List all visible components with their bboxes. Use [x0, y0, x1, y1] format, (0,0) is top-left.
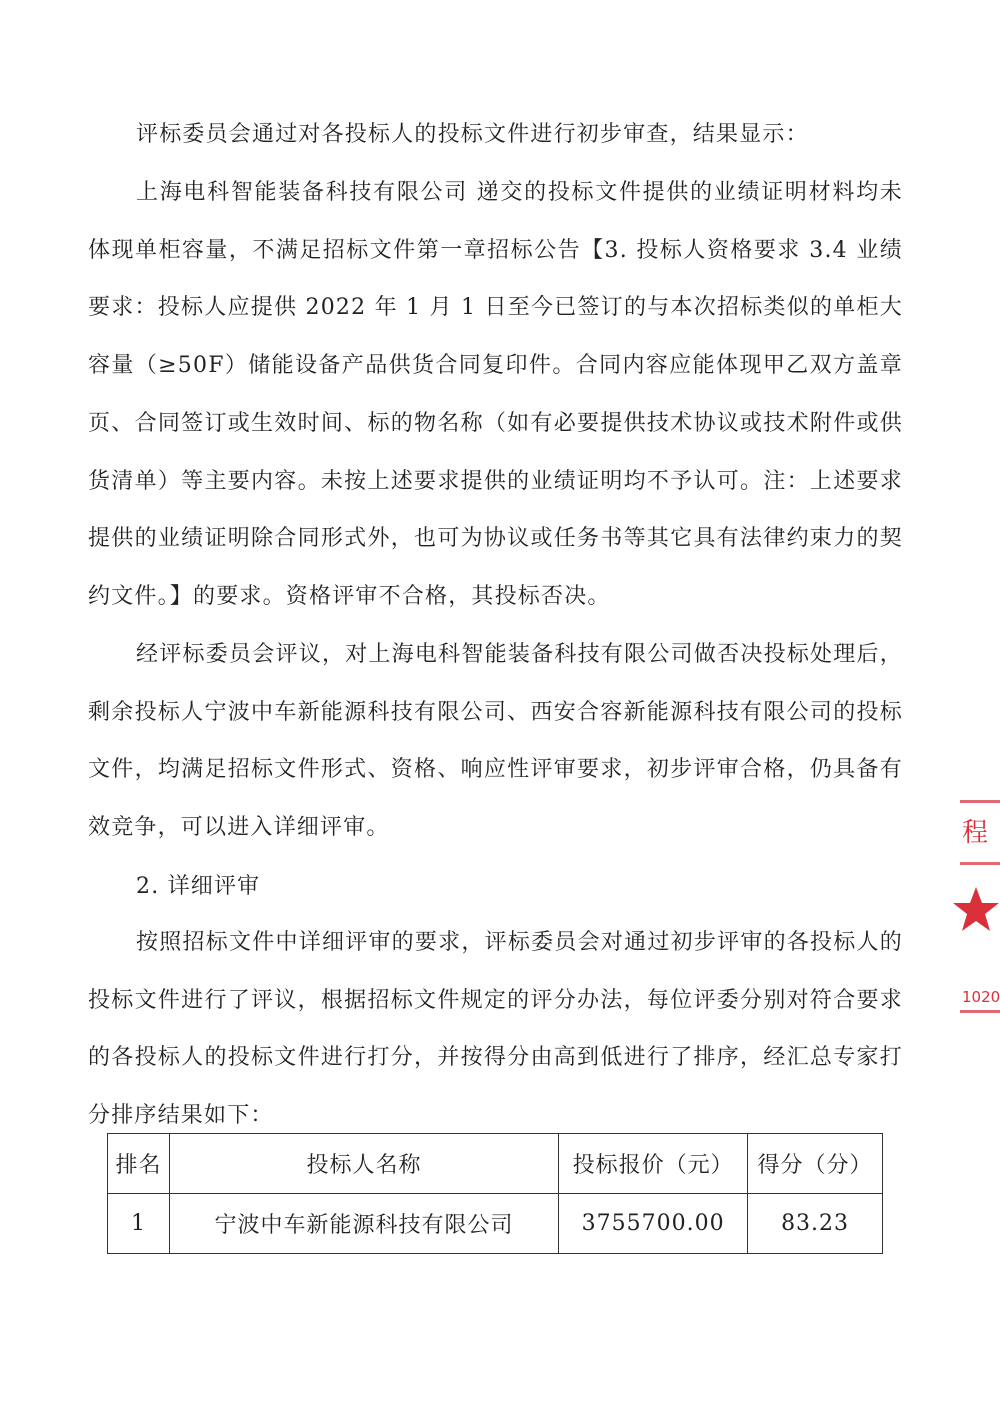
paragraph-detailed-review: 按照招标文件中详细评审的要求，评标委员会对通过初步评审的各投标人的投标文件进行了评议，根据招标文件规定的评分办法，每位评委分别对符合要求的各投标人的投标文件进行打分，并按得分由高到低进行了排序，经汇总专家打分排序结果如下： [88, 930, 903, 1129]
official-seal-fragment [948, 790, 1000, 1030]
cell-bid-price: 3755700.00 [559, 1194, 748, 1254]
paragraph-review-intro: 评标委员会通过对各投标人的投标文件进行初步审查，结果显示： [136, 122, 809, 147]
paragraph-remaining-bidders: 经评标委员会评议，对上海电科智能装备科技有限公司做否决投标处理后，剩余投标人宁波中车新能源科技有限公司、西安合容新能源科技有限公司的投标文件，均满足招标文件形式、资格、响应性评审要求，初步评审合格，仍具备有效竞争，可以进入详细评审。 [88, 642, 903, 841]
seal-border-mark [960, 800, 1000, 803]
seal-border-mark [960, 1010, 1000, 1013]
header-score: 得分（分） [748, 1134, 883, 1194]
seal-number: 1020 [962, 988, 1000, 1006]
section-heading-detailed-review: 2. 详细评审 [136, 874, 261, 899]
table-header-row [108, 1134, 883, 1194]
star-icon [952, 885, 1000, 933]
header-bid-price: 投标报价（元） [559, 1134, 748, 1194]
cell-bidder-name: 宁波中车新能源科技有限公司 [169, 1194, 558, 1254]
table-row [108, 1194, 883, 1254]
ranking-table [107, 1133, 883, 1254]
header-rank: 排名 [108, 1134, 170, 1194]
seal-border-mark [960, 862, 1000, 865]
cell-rank: 1 [108, 1194, 170, 1254]
seal-character: 程 [962, 818, 989, 848]
cell-score: 83.23 [748, 1194, 883, 1254]
header-bidder-name: 投标人名称 [169, 1134, 558, 1194]
paragraph-disqualification: 上海电科智能装备科技有限公司 递交的投标文件提供的业绩证明材料均未体现单柜容量，不满足招标文件第一章招标公告【3. 投标人资格要求 3.4 业绩要求：投标人应提供 2022 年 1 月 1 日至今已签订的与本次招标类似的单柜大容量（≥50F）储能设备产品供货合同复印件。合同内容应能体现甲乙双方盖章页、合同签订或生效时间、标的物名称（如有必要提供技术协议或技术附件或供货清单）等主要内容。未按上述要求提供的业绩证明均不予认可。注：上述要求提供的业绩证明除合同形式外，也可为协议或任务书等其它具有法律约束力的契约文件。】的要求。资格评审不合格，其投标否决。 [88, 180, 903, 609]
